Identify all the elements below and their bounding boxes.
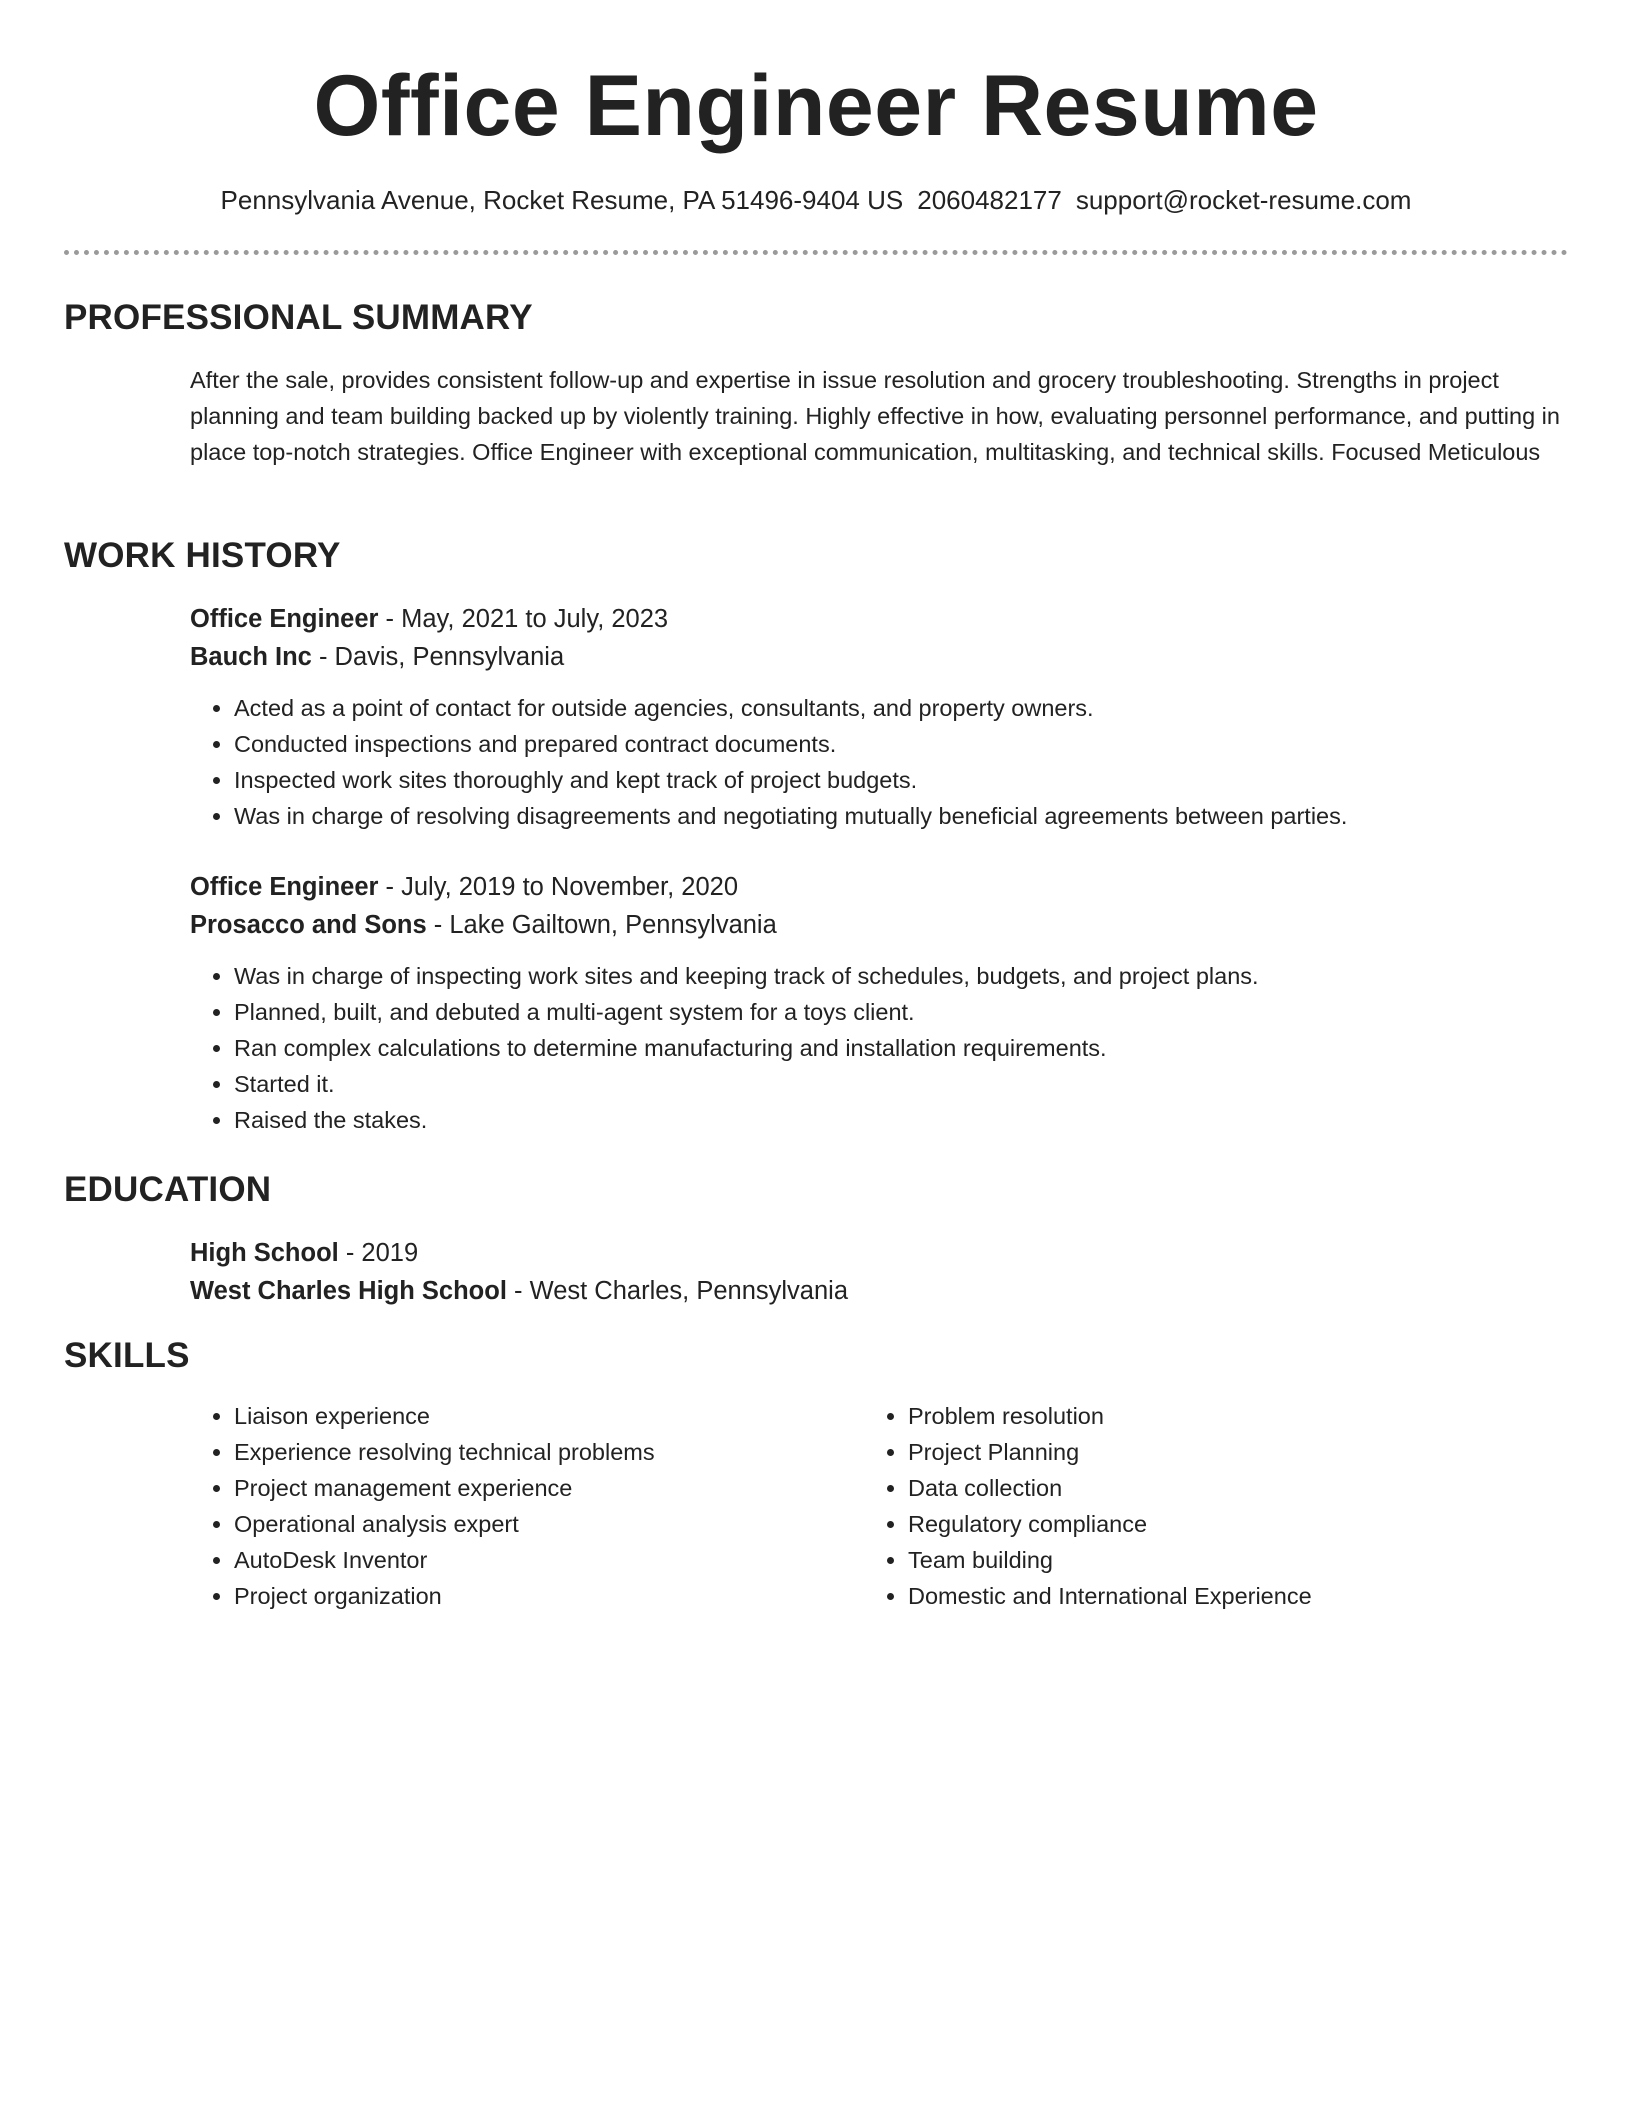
contact-line: [64, 182, 1568, 218]
work-history-heading: WORK HISTORY: [64, 536, 341, 575]
job-company: Prosacco and Sons: [190, 911, 427, 939]
skill-item: • Regulatory compliance: [908, 1506, 1504, 1542]
address-text: Pennsylvania Avenue, Rocket Resume, PA 51496-9404 US: [220, 185, 904, 215]
job-title-line: [190, 868, 1568, 906]
skill-item: • Domestic and International Experience: [908, 1578, 1504, 1614]
phone-text: 2060482177: [917, 185, 1062, 215]
job-duty-item: • Ran complex calculations to determine manufacturing and installation requirements.: [234, 1030, 1568, 1066]
job-dates: - July, 2019 to November, 2020: [378, 873, 739, 901]
school-name: West Charles High School: [190, 1277, 507, 1305]
school-line: [190, 1272, 1568, 1310]
skill-item: • Team building: [908, 1542, 1504, 1578]
job-duty-item: • Acted as a point of contact for outside agencies, consultants, and property owners.: [234, 690, 1568, 726]
job-company: Bauch Inc: [190, 643, 312, 671]
skill-item: • Project organization: [234, 1578, 830, 1614]
skills-list-left: [190, 1398, 830, 1614]
job-duty-item: • Started it.: [234, 1066, 1568, 1102]
header-divider: [64, 250, 1568, 255]
skill-item: • AutoDesk Inventor: [234, 1542, 830, 1578]
job-entry: [190, 868, 1568, 1138]
skill-item: • Experience resolving technical problems: [234, 1434, 830, 1470]
degree-name: High School: [190, 1239, 339, 1267]
summary-heading: PROFESSIONAL SUMMARY: [64, 298, 533, 337]
email-text: support@rocket-resume.com: [1075, 185, 1412, 215]
job-duty-item: • Raised the stakes.: [234, 1102, 1568, 1138]
skill-item: • Project Planning: [908, 1434, 1504, 1470]
job-title-line: [190, 600, 1568, 638]
job-duty-item: • Planned, built, and debuted a multi-agent system for a toys client.: [234, 994, 1568, 1030]
job-entry: [190, 600, 1568, 834]
skills-column-right: [864, 1398, 1504, 1614]
resume-title: Office Engineer Resume: [313, 58, 1319, 154]
skills-list-right: [864, 1398, 1504, 1614]
degree-year: - 2019: [338, 1239, 419, 1267]
skills-heading: SKILLS: [64, 1336, 190, 1375]
job-duty-item: • Was in charge of resolving disagreements and negotiating mutually beneficial agreements between parties.: [234, 798, 1568, 834]
job-duty-item: • Was in charge of inspecting work sites and keeping track of schedules, budgets, and project plans.: [234, 958, 1568, 994]
job-company-line: [190, 638, 1568, 676]
education-entry: [190, 1234, 1568, 1310]
summary-text: After the sale, provides consistent follow-up and expertise in issue resolution and grocery troubleshooting. Strengths in project planning and team building backed up by violently training. Highly effective in how, evaluating personnel performance, and putting in place top-notch strategies. Office Engineer with exceptional communication, multitasking, and technical skills. Focused Meticulous: [190, 367, 1560, 465]
job-location: - Lake Gailtown, Pennsylvania: [426, 911, 777, 939]
school-location: - West Charles, Pennsylvania: [506, 1277, 849, 1305]
job-duties-list: [190, 690, 1568, 834]
job-dates: - May, 2021 to July, 2023: [378, 605, 669, 633]
education-heading: EDUCATION: [64, 1170, 272, 1209]
skill-item: • Data collection: [908, 1470, 1504, 1506]
job-title: Office Engineer: [190, 873, 379, 901]
skill-item: • Problem resolution: [908, 1398, 1504, 1434]
job-duty-item: • Inspected work sites thoroughly and kept track of project budgets.: [234, 762, 1568, 798]
job-title: Office Engineer: [190, 605, 379, 633]
degree-line: [190, 1234, 1568, 1272]
skill-item: • Liaison experience: [234, 1398, 830, 1434]
skill-item: • Operational analysis expert: [234, 1506, 830, 1542]
job-company-line: [190, 906, 1568, 944]
skill-item: • Project management experience: [234, 1470, 830, 1506]
job-location: - Davis, Pennsylvania: [311, 643, 565, 671]
skills-column-left: [190, 1398, 830, 1614]
job-duties-list: [190, 958, 1568, 1138]
job-duty-item: • Conducted inspections and prepared contract documents.: [234, 726, 1568, 762]
